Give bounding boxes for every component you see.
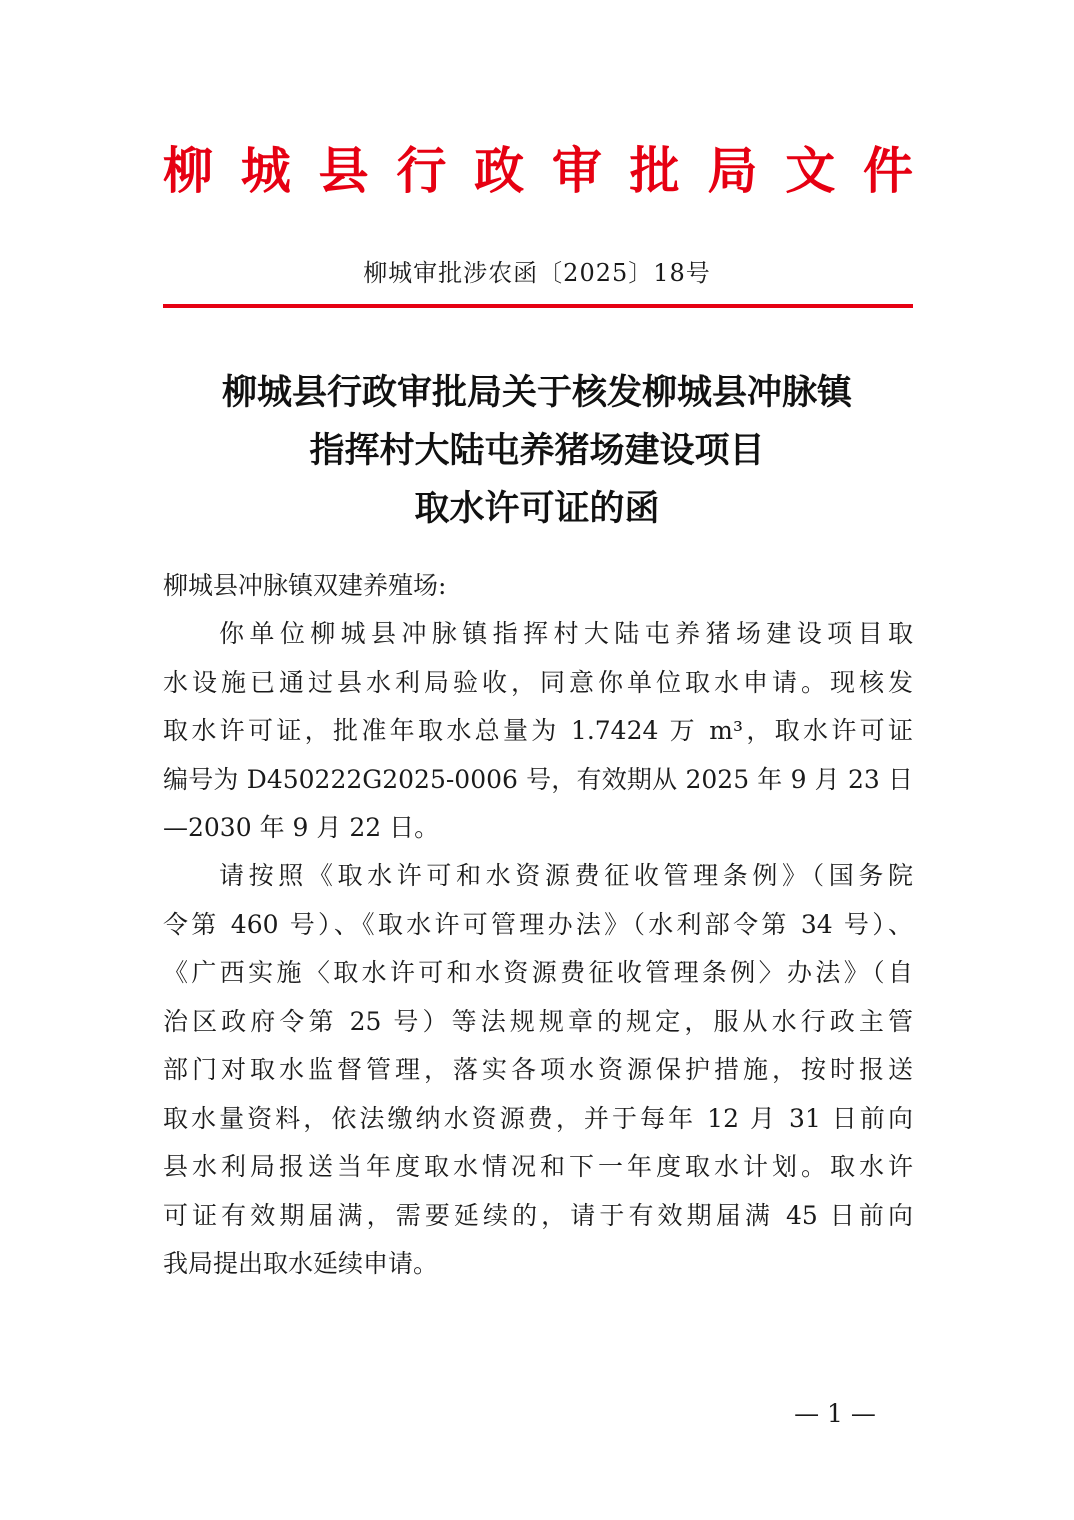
- issuing-authority-header: 柳城县行政审批局文件: [163, 142, 913, 200]
- body-paragraph-2: [163, 852, 913, 1289]
- title-line-2: 指挥村大陆屯养猪场建设项目: [309, 431, 765, 471]
- paragraph-line: 《广西实施〈取水许可和水资源费征收管理条例〉办法》（自: [163, 958, 913, 987]
- red-separator-line: [163, 304, 913, 308]
- title-line-1: 柳城县行政审批局关于核发柳城县冲脉镇: [221, 373, 852, 413]
- body-paragraph-1: [163, 610, 913, 853]
- page-number: — 1 —: [794, 1399, 876, 1428]
- paragraph-line: 县水利局报送当年度取水情况和下一年度取水计划。取水许: [163, 1152, 913, 1181]
- paragraph-line: 部门对取水监督管理，落实各项水资源保护措施，按时报送: [163, 1055, 913, 1084]
- paragraph-line: 我局提出取水延续申请。: [163, 1249, 439, 1278]
- title-line-3: 取水许可证的函: [414, 489, 660, 529]
- paragraph-line: 可证有效期届满，需要延续的，请于有效期届满 45 日前向: [163, 1200, 913, 1230]
- document-number: 柳城审批涉农函〔2025〕18号: [363, 259, 711, 287]
- paragraph-line: 取水量资料，依法缴纳水资源费，并于每年 12 月 31 日前向: [163, 1103, 913, 1133]
- paragraph-line: 令第 460 号）、《取水许可管理办法》（水利部令第 34 号）、: [163, 909, 913, 939]
- paragraph-line: 请按照《取水许可和水资源费征收管理条例》（国务院: [219, 861, 913, 890]
- paragraph-line: 治区政府令第 25 号）等法规规章的规定，服从水行政主管: [163, 1006, 913, 1036]
- paragraph-line: 你单位柳城县冲脉镇指挥村大陆屯养猪场建设项目取: [219, 619, 913, 648]
- recipient-line: 柳城县冲脉镇双建养殖场:: [163, 571, 447, 600]
- document-title: [0, 364, 1074, 538]
- paragraph-line: 取水许可证，批准年取水总量为 1.7424 万 m³，取水许可证: [163, 716, 913, 745]
- paragraph-line: 编号为 D450222G2025-0006 号，有效期从 2025 年 9 月 23 日: [163, 764, 913, 794]
- paragraph-line: —2030 年 9 月 22 日。: [163, 813, 440, 842]
- paragraph-line: 水设施已通过县水利局验收，同意你单位取水申请。现核发: [163, 667, 913, 697]
